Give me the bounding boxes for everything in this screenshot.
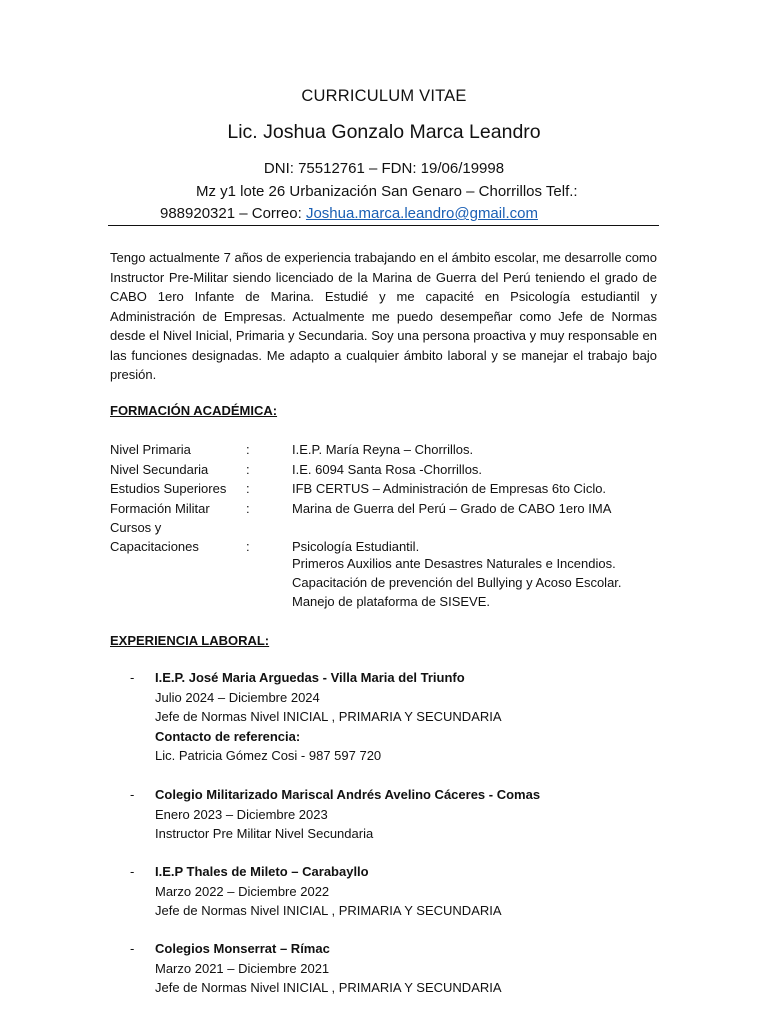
education-row-colon: : xyxy=(246,500,250,516)
education-row-value: I.E.P. María Reyna – Chorrillos. xyxy=(292,442,474,457)
address-line: Mz y1 lote 26 Urbanización San Genaro – Chorrillos Telf.: xyxy=(196,183,578,200)
education-row-colon: : xyxy=(246,461,250,477)
document-title: CURRICULUM VITAE xyxy=(301,87,467,105)
bullet-dash: - xyxy=(130,864,135,879)
education-row-value: IFB CERTUS – Administración de Empresas 6to Ciclo. xyxy=(292,481,607,496)
job-period: Enero 2023 – Diciembre 2023 xyxy=(155,806,328,822)
job-period: Marzo 2021 – Diciembre 2021 xyxy=(155,960,330,976)
education-row-value: Marina de Guerra del Perú – Grado de CABO 1ero IMA xyxy=(292,500,612,516)
header-divider xyxy=(108,225,659,226)
bullet-dash: - xyxy=(130,670,135,685)
job-role: Jefe de Normas Nivel INICIAL , PRIMARIA Y SECUNDARIA xyxy=(155,709,502,724)
job-employer: Colegios Monserrat – Rímac xyxy=(155,941,330,956)
phone-and-email-label: 988920321 – Correo: xyxy=(160,205,306,222)
email-link[interactable]: Joshua.marca.leandro@gmail.com xyxy=(305,205,538,222)
job-employer: Colegio Militarizado Mariscal Andrés Avelino Cáceres - Comas xyxy=(155,787,541,802)
id-and-birthdate: DNI: 75512761 – FDN: 19/06/19998 xyxy=(263,160,505,177)
course-item: Primeros Auxilios ante Desastres Naturales e Incendios. xyxy=(292,556,616,571)
courses-label: Cursos y xyxy=(110,520,162,535)
profile-summary: Tengo actualmente 7 años de experiencia trabajando en el ámbito escolar, me desarrolle como Instructor Pre-Militar siendo licenciado de la Marina de Guerra del Perú teniendo el grado de CABO 1ero Infante de Marina. Estudié y me capacité en Psicología estudiantil y Administración de Empresas. Actualmente me puedo desempeñar como Jefe de Normas desde el Nivel Inicial, Primaria y Secundaria. Soy una persona proactiva y muy responsable en las funciones designadas. Me adapto a cualquier ámbito laboral y se manejar el trabajo bajo presión. xyxy=(110,250,657,382)
course-item: Capacitación de prevención del Bullying y Acoso Escolar. xyxy=(292,575,622,590)
bullet-dash: - xyxy=(130,941,135,956)
job-role: Jefe de Normas Nivel INICIAL , PRIMARIA Y SECUNDARIA xyxy=(155,903,502,918)
experience-heading: EXPERIENCIA LABORAL: xyxy=(110,633,270,648)
education-row-colon: : xyxy=(246,442,250,457)
job-employer: I.E.P. José Maria Arguedas - Villa Maria del Triunfo xyxy=(155,670,465,685)
course-item: Psicología Estudiantil. xyxy=(292,539,420,554)
job-role: Instructor Pre Militar Nivel Secundaria xyxy=(155,826,374,841)
reference-label: Contacto de referencia: xyxy=(155,728,301,744)
bullet-dash: - xyxy=(130,787,135,802)
candidate-name: Lic. Joshua Gonzalo Marca Leandro xyxy=(227,121,541,143)
contact-line xyxy=(160,205,538,222)
education-row-colon: : xyxy=(246,481,250,496)
education-row-label: Estudios Superiores xyxy=(110,481,227,496)
education-row-value: I.E. 6094 Santa Rosa -Chorrillos. xyxy=(292,461,483,477)
education-heading: FORMACIÓN ACADÉMICA: xyxy=(110,403,278,418)
courses-colon: : xyxy=(246,539,250,554)
job-role: Jefe de Normas Nivel INICIAL , PRIMARIA Y SECUNDARIA xyxy=(155,980,502,995)
courses-label: Capacitaciones xyxy=(110,539,199,554)
job-period: Julio 2024 – Diciembre 2024 xyxy=(155,689,320,705)
education-row-label: Nivel Secundaria xyxy=(110,461,209,477)
job-employer: I.E.P Thales de Mileto – Carabayllo xyxy=(155,864,369,879)
course-item: Manejo de plataforma de SISEVE. xyxy=(292,594,491,609)
education-row-label: Formación Militar xyxy=(110,500,210,516)
reference-contact: Lic. Patricia Gómez Cosi - 987 597 720 xyxy=(155,748,382,763)
education-row-label: Nivel Primaria xyxy=(110,442,191,457)
job-period: Marzo 2022 – Diciembre 2022 xyxy=(155,883,330,899)
